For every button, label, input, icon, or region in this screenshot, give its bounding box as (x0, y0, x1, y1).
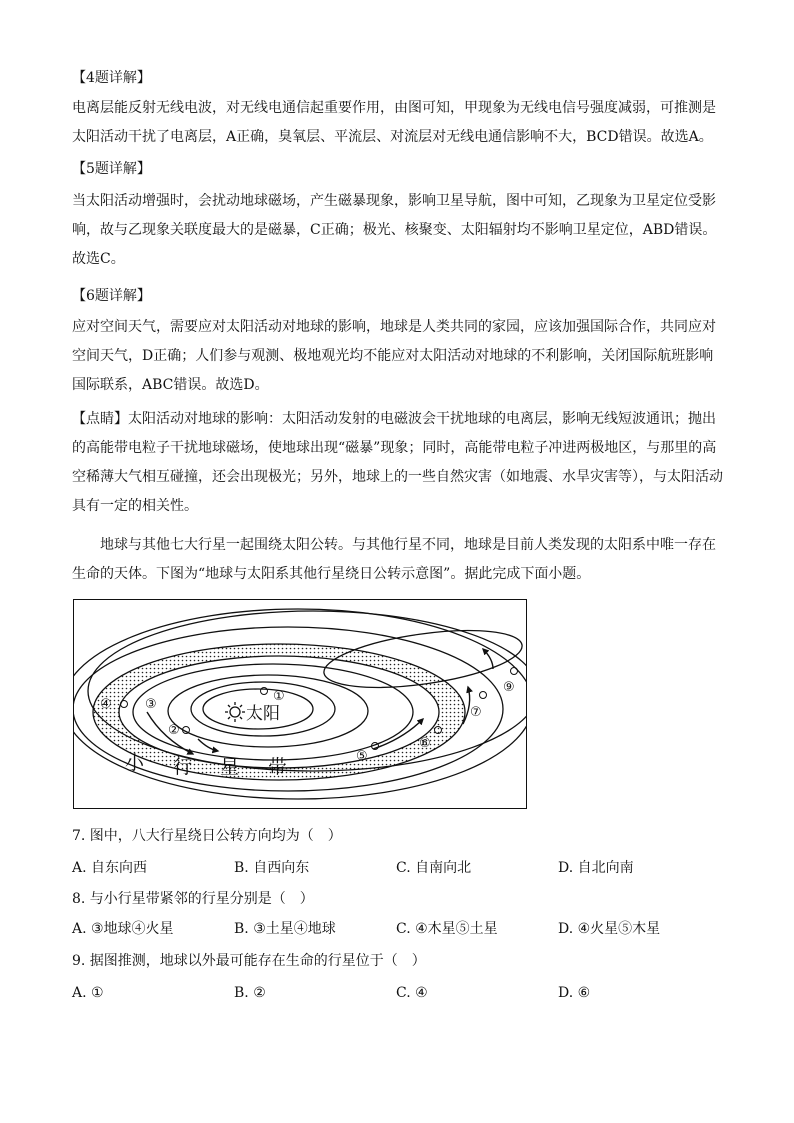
tip-body: 太阳活动对地球的影响：太阳活动发射的电磁波会干扰地球的电离层，影响无线短波通讯；抛出的高能带电粒子干扰地球磁场，使地球出现“磁暴”现象；同时，高能带电粒子冲进两极地区，与那里的高空稀薄大气相互碰撞，还会出现极光；另外，地球上的一些自然灾害（如地震、水旱灾害等），与太阳活动具有一定的相关性。 (72, 411, 723, 514)
q7-option-b[interactable]: B. 自西向东 (234, 860, 310, 876)
planet-label: ③ (145, 697, 157, 712)
planet-label: ① (273, 689, 285, 704)
section-4-title: 【4题详解】 (72, 70, 151, 86)
q9-option-b[interactable]: B. ② (234, 985, 266, 1001)
q8-option-a[interactable]: A. ③地球④火星 (72, 921, 174, 937)
q8-option-d[interactable]: D. ④火星⑤木星 (558, 921, 661, 937)
question-7-stem: 7. 图中，八大行星绕日公转方向均为（ ） (72, 828, 342, 844)
q8-option-c[interactable]: C. ④木星⑤土星 (396, 921, 498, 937)
belt-char: 行 (173, 756, 193, 778)
q7-option-d[interactable]: D. 自北向南 (558, 860, 634, 876)
planet-label: ⑤ (356, 749, 368, 764)
section-5-title: 【5题详解】 (72, 161, 151, 177)
solar-system-figure (73, 599, 527, 809)
planet-label: ④ (100, 697, 112, 712)
q9-option-c[interactable]: C. ④ (396, 985, 428, 1001)
planet-label: ⑨ (503, 680, 515, 695)
belt-char: 星 (220, 756, 240, 778)
q8-option-b[interactable]: B. ③土星④地球 (234, 921, 336, 937)
q9-option-a[interactable]: A. ① (72, 985, 104, 1001)
planet-label: ② (168, 723, 180, 738)
belt-char: 带 (268, 756, 288, 778)
sun-label: 太阳 (246, 704, 280, 724)
question-8-stem: 8. 与小行星带紧邻的行星分别是（ ） (72, 891, 314, 907)
section-4-body: 电离层能反射无线电波，对无线电通信起重要作用，由图可知，甲现象为无线电信号强度减弱，可推测是太阳活动干扰了电离层，A正确，臭氧层、平流层、对流层对无线电通信影响不大，BCD错误。故选A。 (72, 100, 716, 145)
q7-option-a[interactable]: A. 自东向西 (72, 860, 148, 876)
q9-option-d[interactable]: D. ⑥ (558, 985, 591, 1001)
planet-label: ⑦ (470, 705, 482, 720)
question-9-stem: 9. 据图推测，地球以外最可能存在生命的行星位于（ ） (72, 953, 426, 969)
intro-paragraph: 地球与其他七大行星一起围绕太阳公转。与其他行星不同，地球是目前人类发现的太阳系中唯一存在生命的天体。下图为“地球与太阳系其他行星绕日公转示意图”。据此完成下面小题。 (72, 537, 716, 582)
section-5-body: 当太阳活动增强时，会扰动地球磁场，产生磁暴现象，影响卫星导航，图中可知，乙现象为卫星定位受影响，故与乙现象关联度最大的是磁暴，C正确；极光、核聚变、太阳辐射均不影响卫星定位，ABD错误。故选C。 (72, 193, 717, 267)
section-6-body: 应对空间天气，需要应对太阳活动对地球的影响，地球是人类共同的家园，应该加强国际合作，共同应对空间天气，D正确；人们参与观测、极地观光均不能应对太阳活动对地球的不利影响，关闭国际航班影响国际联系，ABC错误。故选D。 (72, 319, 716, 393)
tip-title: 【点睛】 (72, 411, 128, 427)
belt-char: 小 (125, 752, 145, 774)
q7-option-c[interactable]: C. 自南向北 (396, 860, 472, 876)
planet-label: ⑥ (419, 736, 431, 751)
section-6-title: 【6题详解】 (72, 288, 151, 304)
tip-paragraph (72, 405, 724, 521)
